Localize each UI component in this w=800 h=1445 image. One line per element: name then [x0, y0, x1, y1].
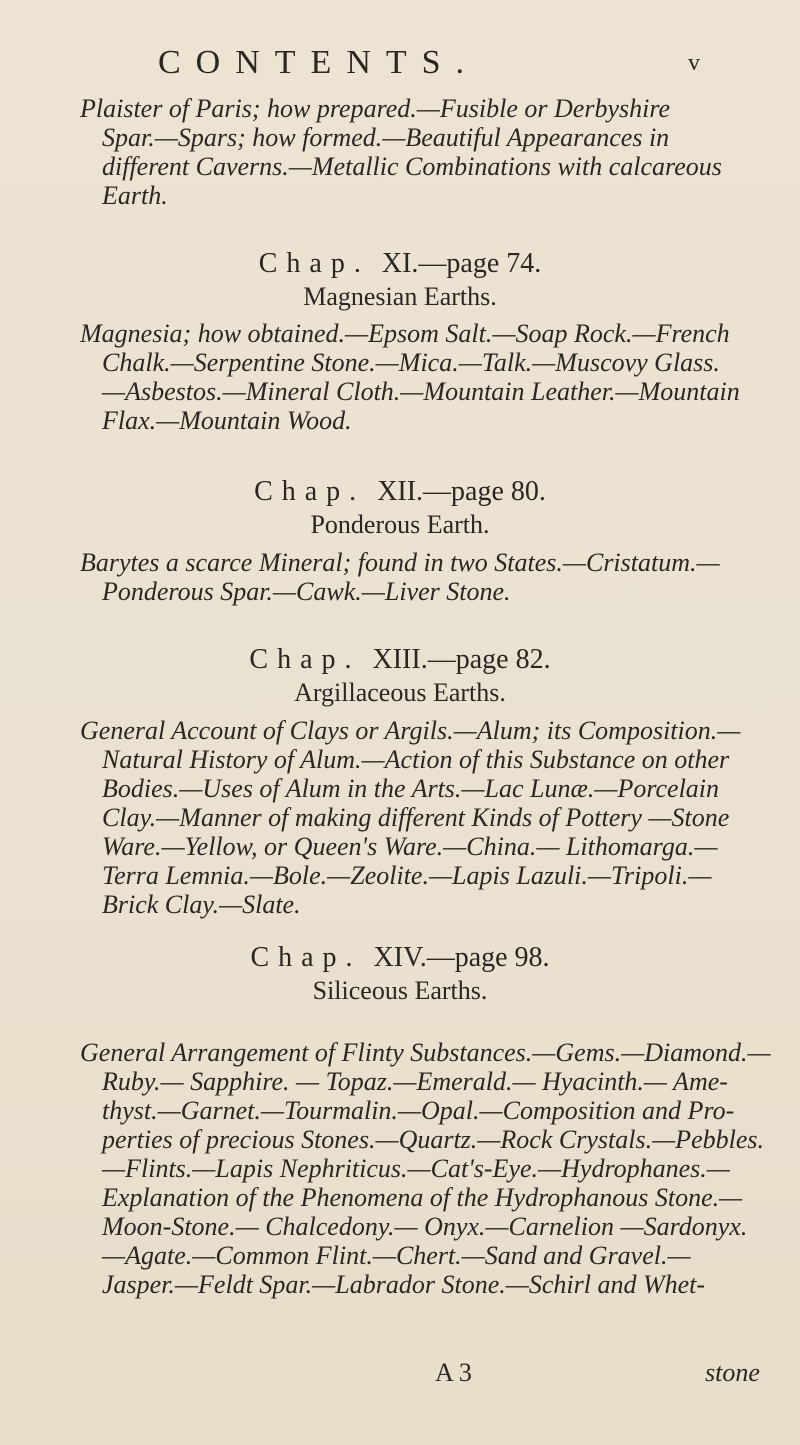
- chapter-heading-13: [0, 644, 800, 708]
- entry-line: Magnesia; how obtained.—Epsom Salt.—Soap Rock.—French: [80, 319, 730, 348]
- page-number: v: [688, 50, 700, 76]
- entry-line: Terra Lemnia.—Bole.—Zeolite.—Lapis Lazuli.—Tripoli.—: [102, 861, 712, 890]
- catchword: stone: [705, 1358, 760, 1387]
- chapter-heading-14: [0, 942, 800, 1006]
- entry-chap-12: [80, 548, 770, 606]
- entry-line: different Caverns.—Metallic Combinations with calcareous: [102, 152, 722, 181]
- chapter-subject: Argillaceous Earths.: [294, 678, 506, 707]
- entry-chap-13: [80, 716, 770, 919]
- entry-line: General Arrangement of Flinty Substances.—Gems.—Diamond.—: [80, 1038, 771, 1067]
- chapter-label: Chap.: [254, 476, 366, 507]
- entry-line: Explanation of the Phenomena of the Hydrophanous Stone.—: [102, 1183, 743, 1212]
- chapter-label: Chap.: [250, 942, 362, 973]
- running-title: CONTENTS.: [158, 44, 480, 81]
- entry-line: —Asbestos.—Mineral Cloth.—Mountain Leather.—Mountain: [102, 377, 740, 406]
- entry-line: Flax.—Mountain Wood.: [102, 406, 352, 435]
- entry-line: —Agate.—Common Flint.—Chert.—Sand and Gravel.—: [102, 1241, 691, 1270]
- chapter-page-ref: XII.—page 80.: [377, 476, 546, 507]
- entry-line: Earth.: [102, 181, 168, 210]
- entry-line: —Flints.—Lapis Nephriticus.—Cat's-Eye.—Hydrophanes.—: [102, 1154, 730, 1183]
- chapter-number: [0, 942, 800, 974]
- entry-chap-11: [80, 319, 770, 435]
- entry-line: Barytes a scarce Mineral; found in two States.—Cristatum.—: [80, 548, 720, 577]
- signature-mark: A 3: [435, 1358, 472, 1387]
- entry-line: Brick Clay.—Slate.: [102, 890, 301, 919]
- entry-line: Ware.—Yellow, or Queen's Ware.—China.— Lithomarga.—: [102, 832, 718, 861]
- entry-line: Plaister of Paris; how prepared.—Fusible or Derbyshire: [80, 94, 671, 123]
- entry-chap-14: [80, 1038, 770, 1299]
- chapter-heading-12: [0, 476, 800, 540]
- entry-line: General Account of Clays or Argils.—Alum; its Composition.—: [80, 716, 741, 745]
- chapter-number: [0, 644, 800, 676]
- chapter-number: [0, 248, 800, 280]
- chapter-subject: Siliceous Earths.: [312, 976, 488, 1005]
- entry-line: Ponderous Spar.—Cawk.—Liver Stone.: [102, 577, 511, 606]
- entry-line: Bodies.—Uses of Alum in the Arts.—Lac Lunæ.—Porcelain: [102, 774, 720, 803]
- entry-chap-10-continued: [80, 94, 770, 210]
- entry-line: thyst.—Garnet.—Tourmalin.—Opal.—Composition and Pro-: [102, 1096, 735, 1125]
- entry-line: Jasper.—Feldt Spar.—Labrador Stone.—Schirl and Whet-: [102, 1270, 706, 1299]
- entry-line: Chalk.—Serpentine Stone.—Mica.—Talk.—Muscovy Glass.: [102, 348, 720, 377]
- chapter-subject: Magnesian Earths.: [303, 282, 497, 311]
- entry-line: Moon-Stone.— Chalcedony.— Onyx.—Carnelion —Sardonyx.: [102, 1212, 748, 1241]
- chapter-number: [0, 476, 800, 508]
- entry-line: Ruby.— Sapphire. — Topaz.—Emerald.— Hyacinth.— Ame-: [102, 1067, 728, 1096]
- entry-line: Spar.—Spars; how formed.—Beautiful Appearances in: [102, 123, 670, 152]
- chapter-label: Chap.: [258, 248, 370, 279]
- running-head: [0, 44, 800, 84]
- chapter-page-ref: XIII.—page 82.: [372, 644, 551, 675]
- chapter-page-ref: XIV.—page 98.: [373, 942, 550, 973]
- chapter-heading-11: [0, 248, 800, 312]
- chapter-label: Chap.: [249, 644, 361, 675]
- entry-line: Clay.—Manner of making different Kinds of Pottery —Stone: [102, 803, 730, 832]
- entry-line: perties of precious Stones.—Quartz.—Rock Crystals.—Pebbles.: [102, 1125, 764, 1154]
- chapter-page-ref: XI.—page 74.: [381, 248, 542, 279]
- entry-line: Natural History of Alum.—Action of this Substance on other: [102, 745, 730, 774]
- chapter-subject: Ponderous Earth.: [310, 510, 490, 539]
